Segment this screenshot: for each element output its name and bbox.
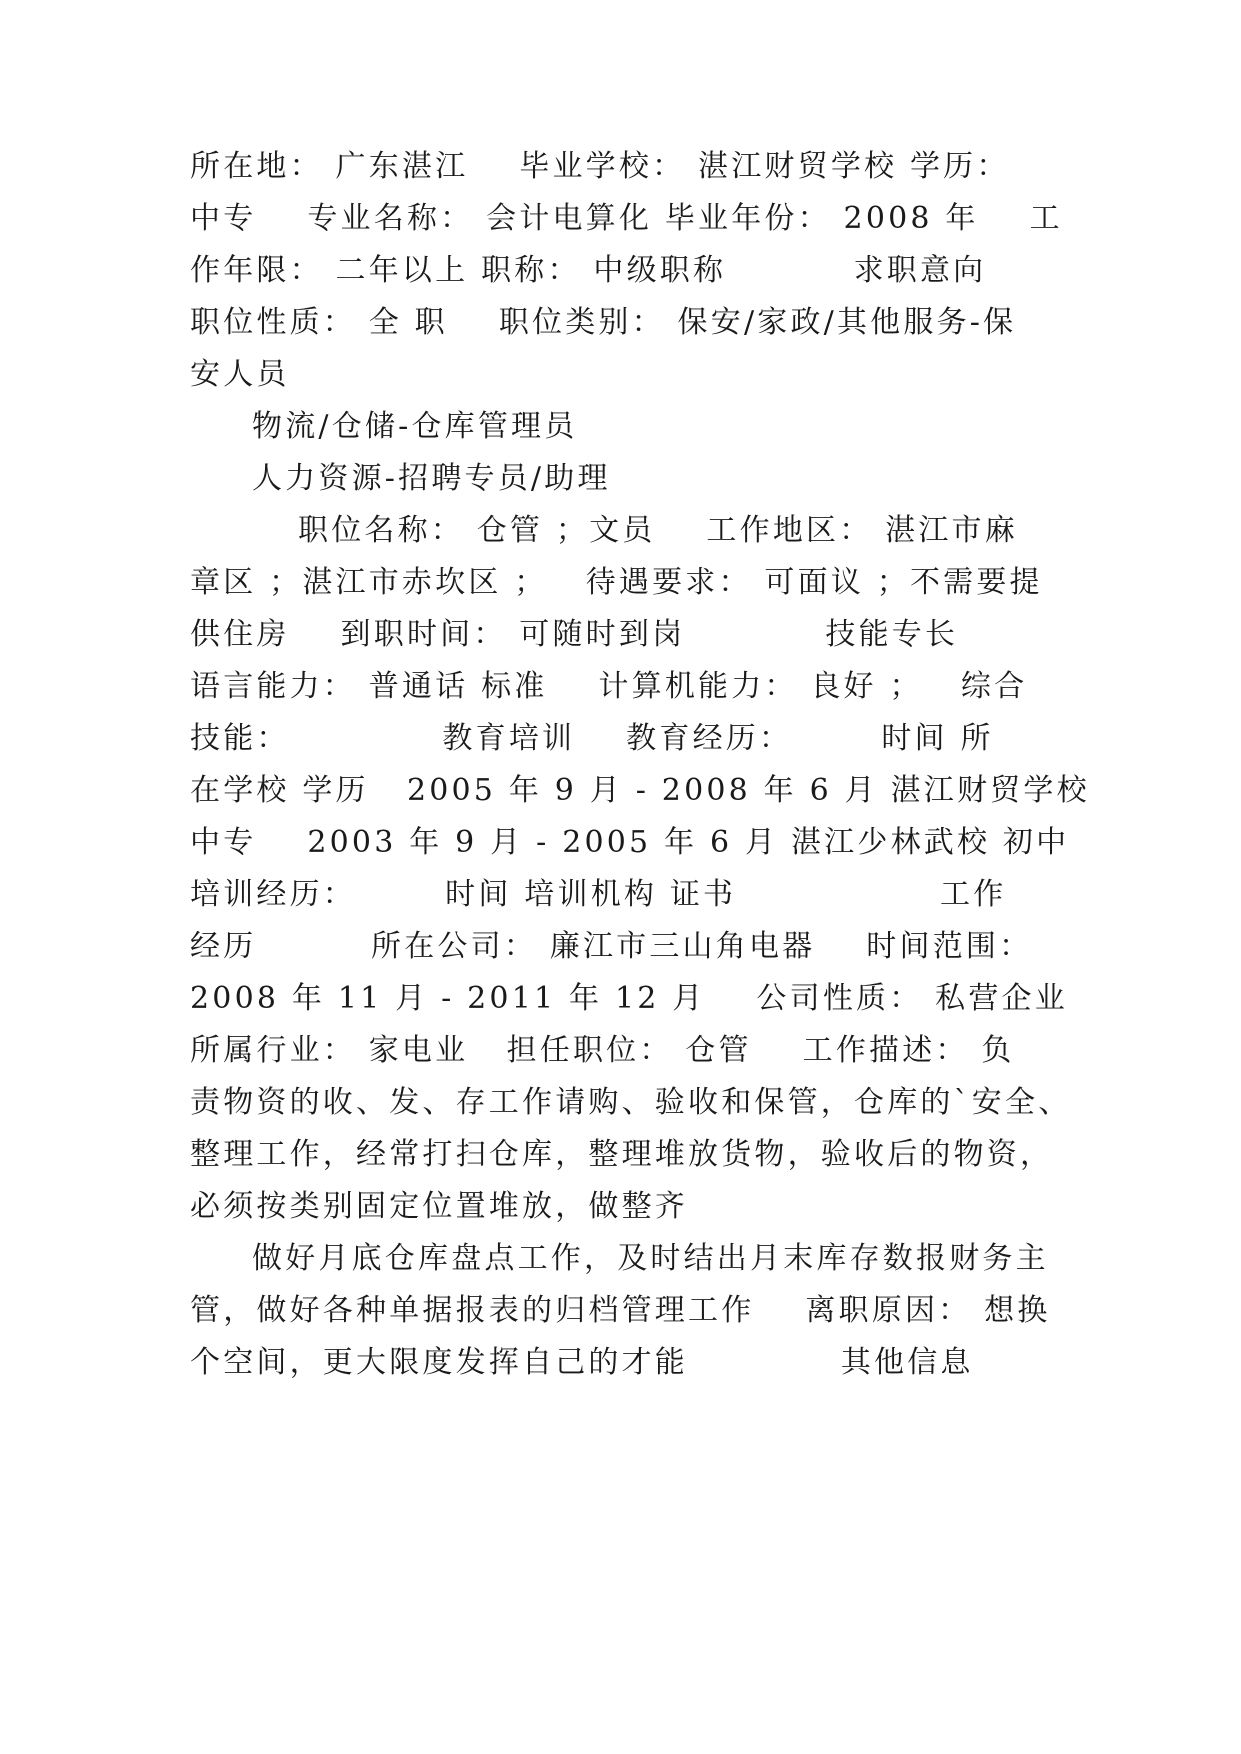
text-line: 在学校 学历 2005 年 9 月 - 2008 年 6 月 湛江财贸学校 xyxy=(190,773,1090,808)
text-line: 人力资源-招聘专员/助理 xyxy=(252,461,611,496)
text-line: 物流/仓储-仓库管理员 xyxy=(252,409,578,444)
text-line: 中专 专业名称： 会计电算化 毕业年份： 2008 年 工 xyxy=(190,201,1063,236)
text-line: 管，做好各种单据报表的归档管理工作 离职原因： 想换 xyxy=(190,1293,1051,1328)
text-line: 章区 ；湛江市赤坎区 ； 待遇要求： 可面议 ；不需要提 xyxy=(190,565,1043,600)
text-line: 技能： 教育培训 教育经历： 时间 所 xyxy=(190,721,994,756)
text-line: 2008 年 11 月 - 2011 年 12 月 公司性质： 私营企业 xyxy=(190,981,1068,1016)
text-line: 经历 所在公司： 廉江市三山角电器 时间范围： xyxy=(190,929,1033,964)
text-line: 必须按类别固定位置堆放，做整齐 xyxy=(190,1189,688,1224)
text-line: 所属行业： 家电业 担任职位： 仓管 工作描述： 负 xyxy=(190,1033,1015,1068)
text-line: 做好月底仓库盘点工作，及时结出月末库存数报财务主 xyxy=(252,1241,1049,1276)
text-line: 责物资的收、发、存工作请购、验收和保管，仓库的`安全、 xyxy=(190,1085,1072,1120)
text-line: 供住房 到职时间： 可随时到岗 技能专长 xyxy=(190,617,959,652)
text-line: 安人员 xyxy=(190,357,290,392)
text-line: 培训经历： 时间 培训机构 证书 工作 xyxy=(190,877,1007,912)
text-line: 语言能力： 普通话 标准 计算机能力： 良好 ； 综合 xyxy=(190,669,1028,704)
text-line: 职位性质： 全 职 职位类别： 保安/家政/其他服务-保 xyxy=(190,305,1017,340)
text-line: 个空间，更大限度发挥自己的才能 其他信息 xyxy=(190,1345,974,1380)
text-line: 中专 2003 年 9 月 - 2005 年 6 月 湛江少林武校 初中 xyxy=(190,825,1070,860)
text-line: 整理工作，经常打扫仓库，整理堆放货物，验收后的物资， xyxy=(190,1137,1054,1172)
text-line: 所在地： 广东湛江 毕业学校： 湛江财贸学校 学历： xyxy=(190,149,1010,184)
text-line: 职位名称： 仓管 ；文员 工作地区： 湛江市麻 xyxy=(298,513,1018,548)
text-line: 作年限： 二年以上 职称： 中级职称 求职意向 xyxy=(190,253,987,288)
